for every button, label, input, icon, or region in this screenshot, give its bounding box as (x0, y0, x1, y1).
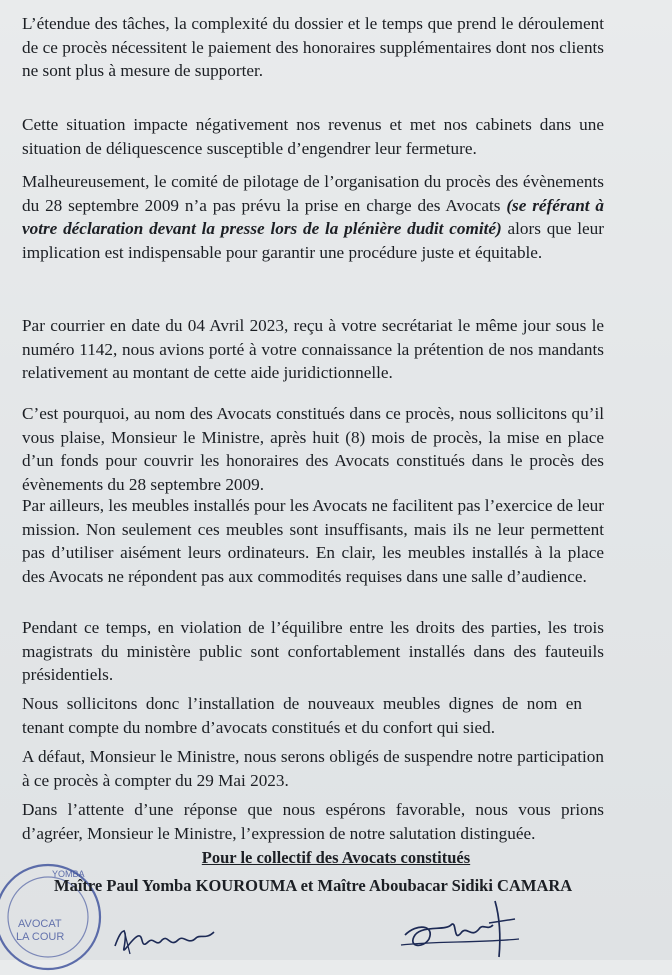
signatories: Maître Paul Yomba KOUROUMA et Maître Aboubacar Sidiki CAMARA (54, 876, 573, 895)
paragraph-2: Cette situation impacte négativement nos revenus et met nos cabinets dans une situation de déliquescence susceptible d’engendrer leur fermeture. (22, 115, 604, 158)
paragraph-6: Par ailleurs, les meubles installés pour les Avocats ne facilitent pas l’exercice de leur mission. Non seulement ces meubles sont insuffisants, mais ils ne leur permettent pas d’utiliser aisément leurs ordinateurs. En clair, les meubles installés à la place des Avocats ne répondent pas aux commodités requises dans une salle d’audience. (22, 496, 604, 586)
paragraph-3-text-a: Malheureusement, le comité de pilotage de l’organisation du procès des évènements du 28 septembre 2009 n’a pas prévu la prise en charge des Avocats (22, 172, 604, 215)
paragraph-4: Par courrier en date du 04 Avril 2023, reçu à votre secrétariat le même jour sous le numéro 1142, nous avions porté à votre connaissance la prétention de nos mandants relativement au montant de cette aide juridictionnelle. (22, 316, 604, 382)
stamp-text-1: YOMBA (52, 869, 85, 879)
stamp-text-3: LA COUR (16, 931, 65, 943)
paragraph-3 (22, 170, 604, 264)
paragraph-8: Nous sollicitons donc l’installation de nouveaux meubles dignes de nom en tenant compte du nombre d’avocats constitués et du confort qui sied. (22, 694, 582, 737)
paragraph-5: C’est pourquoi, au nom des Avocats constitués dans ce procès, nous sollicitons qu’il vous plaise, Monsieur le Ministre, après huit (8) mois de procès, la mise en place d’un fonds pour couvrir les honoraires des Avocats constitués dans le procès des évènements du 28 septembre 2009. (22, 404, 604, 494)
signature-right-icon (395, 895, 525, 960)
signature-left-icon (110, 918, 220, 960)
paragraph-7: Pendant ce temps, en violation de l’équilibre entre les droits des parties, les trois magistrats du ministère public sont confortablement installés dans des fauteuils présidentiels. (22, 618, 604, 684)
paragraph-9: A défaut, Monsieur le Ministre, nous serons obligés de suspendre notre participation à ce procès à compter du 29 Mai 2023. (22, 747, 604, 790)
paragraph-10: Dans l’attente d’une réponse que nous espérons favorable, nous vous prions d’agréer, Monsieur le Ministre, l’expression de notre salutation distinguée. (22, 800, 604, 843)
stamp-text-2: AVOCAT (18, 918, 62, 930)
paragraph-3-emphasis: (se référant à votre déclaration devant la presse lors de la plénière dudit comité) (22, 195, 605, 238)
paragraph-1: L’étendue des tâches, la complexité du dossier et le temps que prend le déroulement de ce procès nécessitent le paiement des honoraires supplémentaires dont nos clients ne sont plus à mesure de supporter. (22, 14, 604, 80)
paragraph-3-text-b: alors que leur implication est indispensable pour garantir une procédure juste et équitable. (22, 219, 605, 262)
lawyer-stamp-icon (0, 855, 110, 975)
closing-title: Pour le collectif des Avocats constitués (201, 848, 471, 867)
